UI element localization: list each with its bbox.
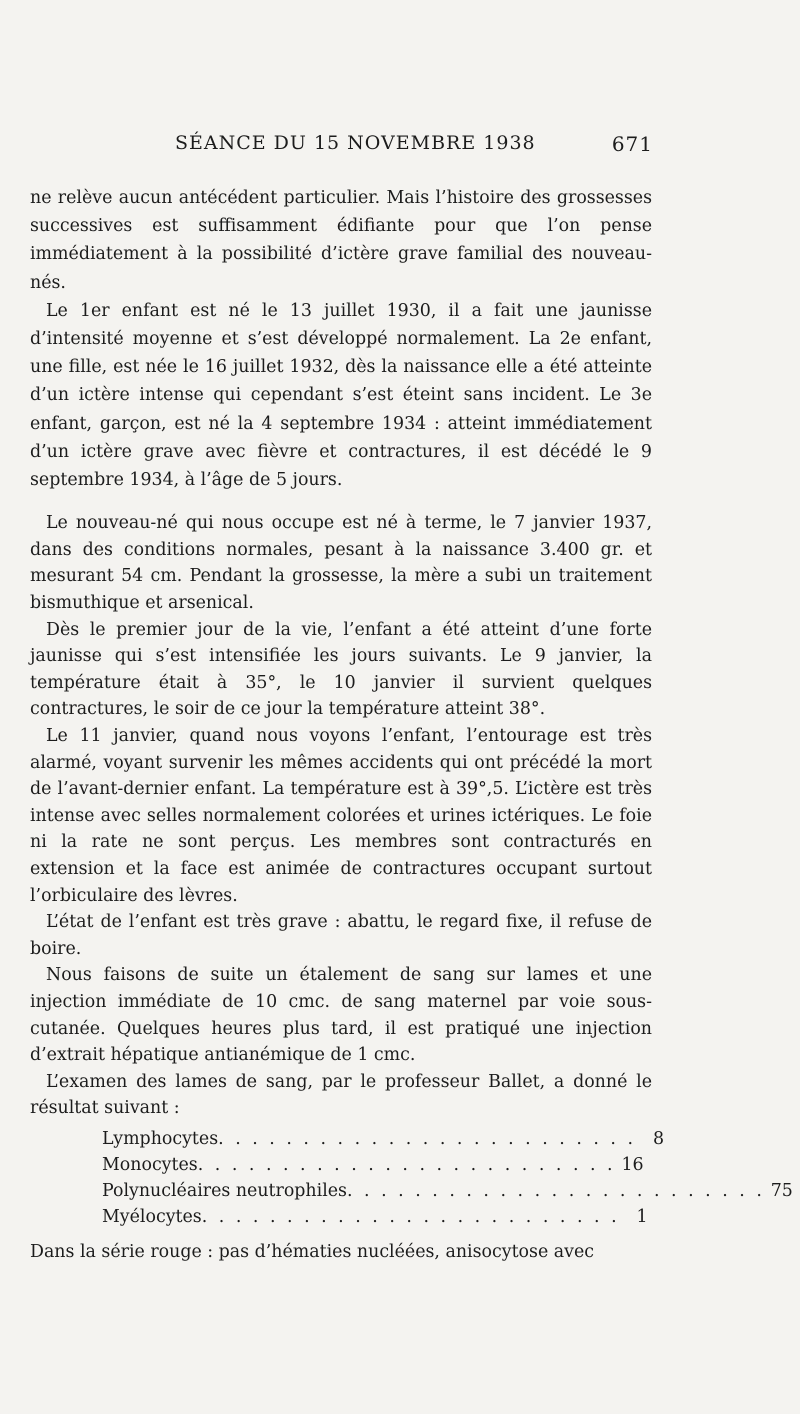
paragraph: Dès le premier jour de la vie, l’enfant a été atteint d’une forte jaunisse qui s’est intensifiée les jours suivants. Le 9 janvier, la température était à 35°, le 10 janvier il survient quelques contractures, le soir de ce jour la température atteint 38°. xyxy=(30,619,652,720)
cell-label: Lymphocytes xyxy=(102,1128,219,1149)
table-row xyxy=(102,1204,648,1230)
cell-label: Polynucléaires neutrophiles xyxy=(102,1180,347,1201)
paragraph: Le nouveau-né qui nous occupe est né à terme, le 7 janvier 1937, dans des conditions normales, pesant à la naissance 3.400 gr. et mesurant 54 cm. Pendant la grossesse, la mère a subi un traitement bismuthique et arsenical. xyxy=(30,513,652,614)
cell-label: Monocytes xyxy=(102,1154,198,1175)
paragraph: L’examen des lames de sang, par le professeur Ballet, a donné le résultat suivant : xyxy=(30,1071,652,1119)
case-description xyxy=(30,510,652,1122)
paragraph: L’état de l’enfant est très grave : abattu, le regard fixe, il refuse de boire. xyxy=(30,912,652,959)
leader-dots: . . . . . . . . . . . . . . . . . . . . . . . . . xyxy=(346,1180,765,1201)
blood-formula-table xyxy=(102,1126,793,1230)
cell-value: 75 xyxy=(770,1180,793,1201)
cell-value: 1 xyxy=(636,1206,648,1227)
main-text xyxy=(30,184,793,1266)
header-title: SÉANCE DU 15 NOVEMBRE 1938 xyxy=(175,132,536,154)
leader-dots: . . . . . . . . . . . . . . . . . . . . . . . . . xyxy=(197,1154,616,1175)
leader-dots: . . . . . . . . . . . . . . . . . . . . . . . . . xyxy=(218,1128,637,1149)
page-number: 671 xyxy=(611,132,653,156)
table-row xyxy=(102,1126,665,1152)
paragraph: Nous faisons de suite un étalement de sang sur lames et une injection immédiate de 10 cmc. de sang maternel par voie sous-cutanée. Quelques heures plus tard, il est pratiqué une injection d’extrait hépatique antianémique de 1 cmc. xyxy=(30,965,652,1066)
cell-value: 16 xyxy=(621,1154,644,1175)
paragraph: Le 1er enfant est né le 13 juillet 1930, il a fait une jaunisse d’intensité moyenne et s’est développé normalement. La 2e enfant, une fille, est née le 16 juillet 1932, dès la naissance elle a été atteinte d’un ictère intense qui cependant s’est éteint sans incident. Le 3e enfant, garçon, est né la 4 septembre 1934 : atteint immédiatement d’un ictère grave avec fièvre et contractures, il est décédé le 9 septembre 1934, à l’âge de 5 jours. xyxy=(30,300,652,491)
leader-dots: . . . . . . . . . . . . . . . . . . . . . . . . . xyxy=(201,1206,620,1227)
paragraph: Dans la série rouge : pas d’hématies nucléées, anisocytose avec xyxy=(30,1241,594,1262)
cell-value: 8 xyxy=(652,1128,665,1149)
table-row xyxy=(102,1178,793,1204)
cell-label: Myélocytes xyxy=(102,1206,202,1227)
table-row xyxy=(102,1152,644,1178)
paragraph: Le 11 janvier, quand nous voyons l’enfant, l’entourage est très alarmé, voyant survenir les mêmes accidents qui ont précédé la mort de l’avant-dernier enfant. La température est à 39°,5. L’ictère est très intense avec selles normalement colorées et urines ictériques. Le foie ni la rate ne sont perçus. Les membres sont contracturés en extension et la face est animée de contractures occupant surtout l’orbiculaire des lèvres. xyxy=(30,725,652,906)
paragraph: ne relève aucun antécédent particulier. Mais l’histoire des grossesses successives est suffisamment édifiante pour que l’on pense immédiatement à la possibilité d’ictère grave familial des nouveau-nés. xyxy=(30,188,652,293)
